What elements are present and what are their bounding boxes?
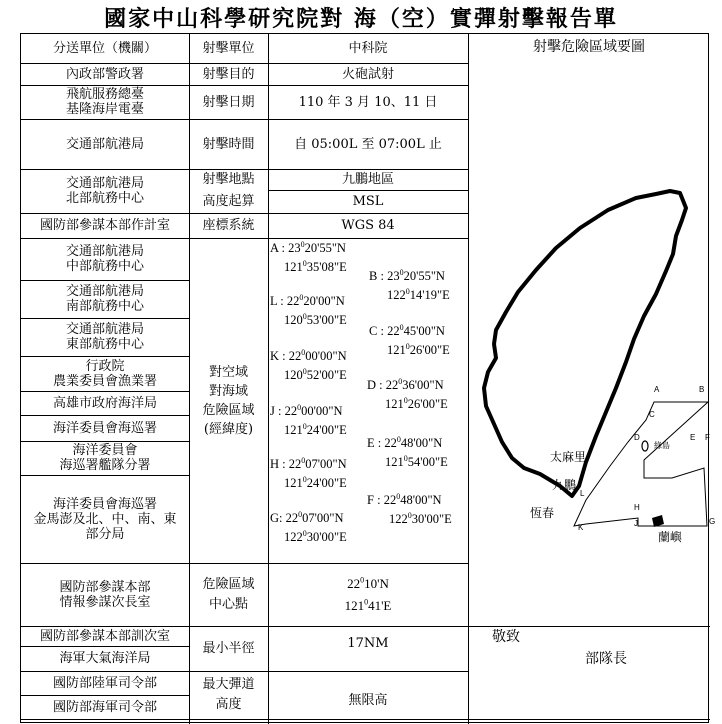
date-label: 射擊日期 xyxy=(202,94,255,110)
map-point-A: A xyxy=(654,385,660,394)
coord-system-label: 座標系統 xyxy=(202,218,255,233)
green-island xyxy=(642,441,648,451)
radius-label: 最小半徑 xyxy=(202,641,255,656)
unit-item: 海洋委員會海巡署 金馬澎及北、中、南、東 部分局 xyxy=(33,496,177,542)
map-label-ludao: 綠島 xyxy=(654,441,670,450)
unit-item: 飛航服務總臺 基隆海岸電臺 xyxy=(65,87,144,117)
map-point-H: H xyxy=(634,503,640,512)
coord-point: H : $22^007'00"N$ $121^024'00"E$ xyxy=(270,455,347,490)
map-point-J: J xyxy=(634,519,638,528)
unit-item: 海洋委員會 海巡署艦隊分署 xyxy=(59,443,151,473)
coord-point: J : $22^000'00"N$ $121^024'00"E$ xyxy=(270,402,347,437)
map-label-hengchun: 恆春 xyxy=(530,506,555,520)
coord-point: C : $22^045'00"N$ $121^026'00"E$ xyxy=(369,322,450,357)
location-label: 射擊地點 xyxy=(202,172,255,187)
center-label: 危險區域 中心點 xyxy=(202,576,255,612)
unit-item: 高雄市政府海洋局 xyxy=(52,395,157,411)
map-point-B: B xyxy=(699,385,705,394)
map-point-D: D xyxy=(634,433,640,442)
unit-value: 中科院 xyxy=(348,41,388,56)
map-point-G: G xyxy=(709,517,716,526)
unit-item: 國防部參謀本部訓次室 xyxy=(39,628,170,644)
coord-point: K : $22^000'00"N$ $120^052'00"E$ xyxy=(270,347,347,382)
max-height-value: 無限高 xyxy=(348,692,388,708)
form-title: 國家中山科學研究院對 海（空）實彈射擊報告單 xyxy=(104,6,618,32)
map-label-jiupeng: 九鵬 xyxy=(552,478,577,492)
map-point-C: C xyxy=(649,410,655,419)
coord-point: E : $22^048'00"N$ $121^054'00"E$ xyxy=(367,434,448,469)
orchid-island xyxy=(652,515,664,527)
map-point-F: F xyxy=(705,433,710,442)
altitude-label: 高度起算 xyxy=(202,194,255,209)
report-form xyxy=(20,33,716,723)
unit-item: 交通部航港局 東部航務中心 xyxy=(65,322,144,352)
unit-item: 內政部警政署 xyxy=(65,66,144,82)
coord-point: A : $23^020'55"N$ $121^035'08"E$ xyxy=(270,239,347,274)
location-value: 九鵬地區 xyxy=(341,172,394,187)
unit-item: 交通部航港局 南部航務中心 xyxy=(65,284,144,314)
unit-item: 國防部參謀本部 情報參謀次長室 xyxy=(59,579,151,610)
coord-point: G: $22^007'00"N$ $122^030'00"E$ xyxy=(270,509,347,544)
coord-system-value: WGS 84 xyxy=(341,218,395,233)
unit-item: 海軍大氣海洋局 xyxy=(59,651,151,666)
time-value: 自 05:00L 至 07:00L 止 xyxy=(294,136,442,152)
coord-point: L : $22^020'00"N$ $120^053'00"E$ xyxy=(270,292,347,327)
unit-item: 國防部參謀本部作計室 xyxy=(39,218,170,233)
time-label: 射擊時間 xyxy=(202,136,255,152)
unit-item: 國防部海軍司令部 xyxy=(52,699,157,715)
map-point-E: E xyxy=(690,433,696,442)
danger-area-map xyxy=(468,174,716,574)
closing-recipient: 部隊長 xyxy=(585,650,627,667)
unit-item: 海洋委員會海巡署 xyxy=(52,420,157,436)
map-label-taimali: 太麻里 xyxy=(550,450,587,464)
map-point-K: K xyxy=(578,523,584,532)
map-title: 射擊危險區域要圖 xyxy=(533,38,645,55)
coord-point: F : $22^048'00"N$ $122^030'00"E$ xyxy=(367,491,452,526)
units-header: 分送單位（機關） xyxy=(52,41,157,56)
altitude-value: MSL xyxy=(352,194,384,209)
unit-item: 交通部航港局 中部航務中心 xyxy=(65,244,144,274)
date-value: 110 年 3 月 10、11 日 xyxy=(298,94,438,110)
danger-area-label: 對空域 對海域 危險區域 (經緯度) xyxy=(202,364,255,437)
max-height-label: 最大彈道 高度 xyxy=(202,677,255,712)
unit-item: 行政院 農業委員會漁業署 xyxy=(52,358,157,389)
unit-item: 交通部航港局 北部航務中心 xyxy=(65,176,144,206)
purpose-label: 射擊目的 xyxy=(202,66,255,82)
map-label-lanyu: 蘭嶼 xyxy=(658,530,683,544)
unit-label: 射擊單位 xyxy=(202,41,255,56)
purpose-value: 火砲試射 xyxy=(341,66,394,82)
closing-salutation: 敬致 xyxy=(492,628,520,645)
coord-point: D : $22^036'00"N$ $121^026'00"E$ xyxy=(367,376,448,411)
unit-item: 交通部航港局 xyxy=(65,136,144,152)
center-value: $22^010'N$ $121^041'E$ xyxy=(344,575,392,613)
danger-area-polygon xyxy=(574,402,708,526)
unit-item: 國防部陸軍司令部 xyxy=(52,675,157,691)
map-point-L: L xyxy=(580,489,585,498)
coord-point: B : $23^020'55"N$ $122^014'19"E$ xyxy=(369,267,450,302)
radius-value: 17NM xyxy=(347,636,389,651)
